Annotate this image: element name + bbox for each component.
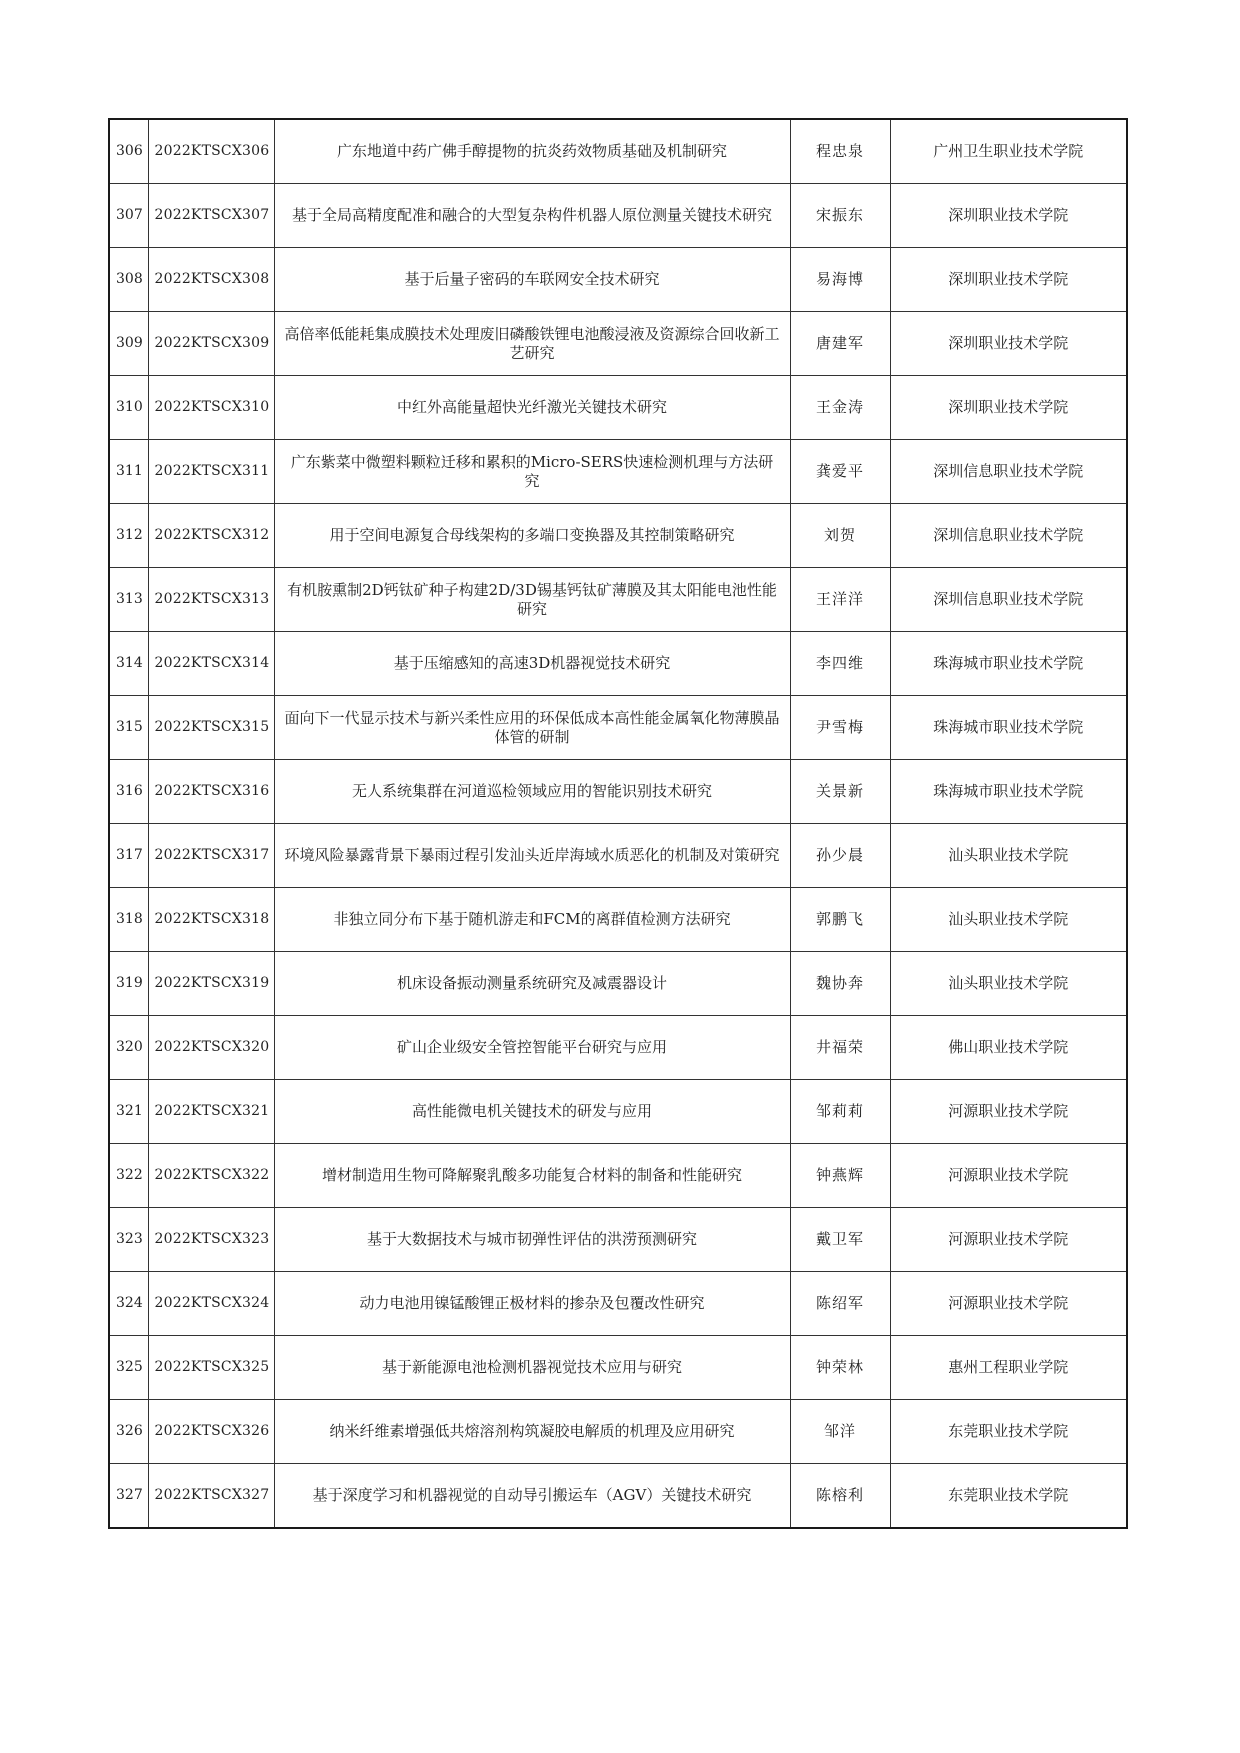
- table-row: [109, 312, 1127, 376]
- project-code: 2022KTSCX322: [148, 1144, 274, 1208]
- institution-name: 汕头职业技术学院: [890, 824, 1127, 888]
- project-leader: 王金涛: [790, 376, 890, 440]
- table-row: [109, 632, 1127, 696]
- table-row: [109, 1464, 1127, 1529]
- row-number: 306: [109, 119, 148, 184]
- project-code: 2022KTSCX308: [148, 248, 274, 312]
- row-number: 322: [109, 1144, 148, 1208]
- row-number: 312: [109, 504, 148, 568]
- project-leader: 宋振东: [790, 184, 890, 248]
- project-title: 基于深度学习和机器视觉的自动导引搬运车（AGV）关键技术研究: [274, 1464, 790, 1529]
- project-title: 增材制造用生物可降解聚乳酸多功能复合材料的制备和性能研究: [274, 1144, 790, 1208]
- table-row: [109, 760, 1127, 824]
- row-number: 309: [109, 312, 148, 376]
- project-code: 2022KTSCX306: [148, 119, 274, 184]
- project-title: 基于新能源电池检测机器视觉技术应用与研究: [274, 1336, 790, 1400]
- project-code: 2022KTSCX313: [148, 568, 274, 632]
- row-number: 327: [109, 1464, 148, 1529]
- institution-name: 深圳职业技术学院: [890, 376, 1127, 440]
- row-number: 326: [109, 1400, 148, 1464]
- project-leader: 孙少晨: [790, 824, 890, 888]
- project-code: 2022KTSCX323: [148, 1208, 274, 1272]
- table-row: [109, 1336, 1127, 1400]
- institution-name: 珠海城市职业技术学院: [890, 696, 1127, 760]
- project-leader: 关景新: [790, 760, 890, 824]
- institution-name: 深圳职业技术学院: [890, 184, 1127, 248]
- table-row: [109, 824, 1127, 888]
- institution-name: 广州卫生职业技术学院: [890, 119, 1127, 184]
- institution-name: 河源职业技术学院: [890, 1080, 1127, 1144]
- institution-name: 惠州工程职业学院: [890, 1336, 1127, 1400]
- project-title: 动力电池用镍锰酸锂正极材料的掺杂及包覆改性研究: [274, 1272, 790, 1336]
- project-title: 用于空间电源复合母线架构的多端口变换器及其控制策略研究: [274, 504, 790, 568]
- table-row: [109, 696, 1127, 760]
- row-number: 317: [109, 824, 148, 888]
- project-leader: 井福荣: [790, 1016, 890, 1080]
- project-code: 2022KTSCX325: [148, 1336, 274, 1400]
- table-row: [109, 1400, 1127, 1464]
- project-code: 2022KTSCX314: [148, 632, 274, 696]
- project-leader: 易海博: [790, 248, 890, 312]
- institution-name: 河源职业技术学院: [890, 1144, 1127, 1208]
- institution-name: 深圳职业技术学院: [890, 312, 1127, 376]
- row-number: 311: [109, 440, 148, 504]
- project-code: 2022KTSCX319: [148, 952, 274, 1016]
- project-leader: 程忠泉: [790, 119, 890, 184]
- project-code: 2022KTSCX316: [148, 760, 274, 824]
- project-leader: 钟燕辉: [790, 1144, 890, 1208]
- project-leader: 魏协奔: [790, 952, 890, 1016]
- institution-name: 河源职业技术学院: [890, 1208, 1127, 1272]
- table-row: [109, 248, 1127, 312]
- project-title: 基于后量子密码的车联网安全技术研究: [274, 248, 790, 312]
- project-leader: 龚爱平: [790, 440, 890, 504]
- project-title: 基于压缩感知的高速3D机器视觉技术研究: [274, 632, 790, 696]
- row-number: 325: [109, 1336, 148, 1400]
- project-leader: 郭鹏飞: [790, 888, 890, 952]
- project-leader: 李四维: [790, 632, 890, 696]
- row-number: 307: [109, 184, 148, 248]
- institution-name: 佛山职业技术学院: [890, 1016, 1127, 1080]
- project-leader: 刘贺: [790, 504, 890, 568]
- project-leader: 唐建军: [790, 312, 890, 376]
- row-number: 323: [109, 1208, 148, 1272]
- table-row: [109, 1208, 1127, 1272]
- project-leader: 邹洋: [790, 1400, 890, 1464]
- project-leader: 戴卫军: [790, 1208, 890, 1272]
- row-number: 310: [109, 376, 148, 440]
- row-number: 318: [109, 888, 148, 952]
- project-code: 2022KTSCX315: [148, 696, 274, 760]
- project-code: 2022KTSCX318: [148, 888, 274, 952]
- project-code: 2022KTSCX317: [148, 824, 274, 888]
- project-leader: 陈榕利: [790, 1464, 890, 1529]
- project-code: 2022KTSCX321: [148, 1080, 274, 1144]
- project-code: 2022KTSCX327: [148, 1464, 274, 1529]
- table-row: [109, 568, 1127, 632]
- table-row: [109, 1080, 1127, 1144]
- project-leader: 陈绍军: [790, 1272, 890, 1336]
- project-title: 基于大数据技术与城市韧弹性评估的洪涝预测研究: [274, 1208, 790, 1272]
- institution-name: 河源职业技术学院: [890, 1272, 1127, 1336]
- project-title: 有机胺熏制2D钙钛矿种子构建2D/3D锡基钙钛矿薄膜及其太阳能电池性能研究: [274, 568, 790, 632]
- project-title: 纳米纤维素增强低共熔溶剂构筑凝胶电解质的机理及应用研究: [274, 1400, 790, 1464]
- row-number: 319: [109, 952, 148, 1016]
- institution-name: 深圳信息职业技术学院: [890, 568, 1127, 632]
- institution-name: 深圳信息职业技术学院: [890, 504, 1127, 568]
- project-title: 非独立同分布下基于随机游走和FCM的离群值检测方法研究: [274, 888, 790, 952]
- table-row: [109, 1144, 1127, 1208]
- project-code: 2022KTSCX310: [148, 376, 274, 440]
- project-title: 机床设备振动测量系统研究及减震器设计: [274, 952, 790, 1016]
- institution-name: 珠海城市职业技术学院: [890, 760, 1127, 824]
- table-row: [109, 952, 1127, 1016]
- institution-name: 东莞职业技术学院: [890, 1464, 1127, 1529]
- table-row: [109, 888, 1127, 952]
- row-number: 315: [109, 696, 148, 760]
- table-row: [109, 440, 1127, 504]
- table-row: [109, 1272, 1127, 1336]
- institution-name: 深圳职业技术学院: [890, 248, 1127, 312]
- project-code: 2022KTSCX326: [148, 1400, 274, 1464]
- row-number: 308: [109, 248, 148, 312]
- project-code: 2022KTSCX312: [148, 504, 274, 568]
- project-title: 面向下一代显示技术与新兴柔性应用的环保低成本高性能金属氧化物薄膜晶体管的研制: [274, 696, 790, 760]
- project-title: 基于全局高精度配准和融合的大型复杂构件机器人原位测量关键技术研究: [274, 184, 790, 248]
- project-table-body: [109, 119, 1127, 1528]
- row-number: 316: [109, 760, 148, 824]
- institution-name: 东莞职业技术学院: [890, 1400, 1127, 1464]
- institution-name: 珠海城市职业技术学院: [890, 632, 1127, 696]
- project-title: 矿山企业级安全管控智能平台研究与应用: [274, 1016, 790, 1080]
- project-code: 2022KTSCX309: [148, 312, 274, 376]
- row-number: 314: [109, 632, 148, 696]
- row-number: 324: [109, 1272, 148, 1336]
- project-code: 2022KTSCX324: [148, 1272, 274, 1336]
- project-title: 无人系统集群在河道巡检领域应用的智能识别技术研究: [274, 760, 790, 824]
- table-row: [109, 184, 1127, 248]
- institution-name: 深圳信息职业技术学院: [890, 440, 1127, 504]
- project-leader: 王洋洋: [790, 568, 890, 632]
- project-title: 高倍率低能耗集成膜技术处理废旧磷酸铁锂电池酸浸液及资源综合回收新工艺研究: [274, 312, 790, 376]
- project-title: 广东地道中药广佛手醇提物的抗炎药效物质基础及机制研究: [274, 119, 790, 184]
- project-leader: 尹雪梅: [790, 696, 890, 760]
- project-list-table: [108, 118, 1128, 1529]
- table-row: [109, 376, 1127, 440]
- project-code: 2022KTSCX320: [148, 1016, 274, 1080]
- project-code: 2022KTSCX311: [148, 440, 274, 504]
- table-row: [109, 1016, 1127, 1080]
- institution-name: 汕头职业技术学院: [890, 952, 1127, 1016]
- project-title: 环境风险暴露背景下暴雨过程引发汕头近岸海域水质恶化的机制及对策研究: [274, 824, 790, 888]
- row-number: 320: [109, 1016, 148, 1080]
- project-title: 高性能微电机关键技术的研发与应用: [274, 1080, 790, 1144]
- project-leader: 钟荣林: [790, 1336, 890, 1400]
- table-row: [109, 504, 1127, 568]
- institution-name: 汕头职业技术学院: [890, 888, 1127, 952]
- row-number: 321: [109, 1080, 148, 1144]
- project-leader: 邹莉莉: [790, 1080, 890, 1144]
- row-number: 313: [109, 568, 148, 632]
- project-title: 中红外高能量超快光纤激光关键技术研究: [274, 376, 790, 440]
- table-row: [109, 119, 1127, 184]
- project-code: 2022KTSCX307: [148, 184, 274, 248]
- project-title: 广东紫菜中微塑料颗粒迁移和累积的Micro-SERS快速检测机理与方法研究: [274, 440, 790, 504]
